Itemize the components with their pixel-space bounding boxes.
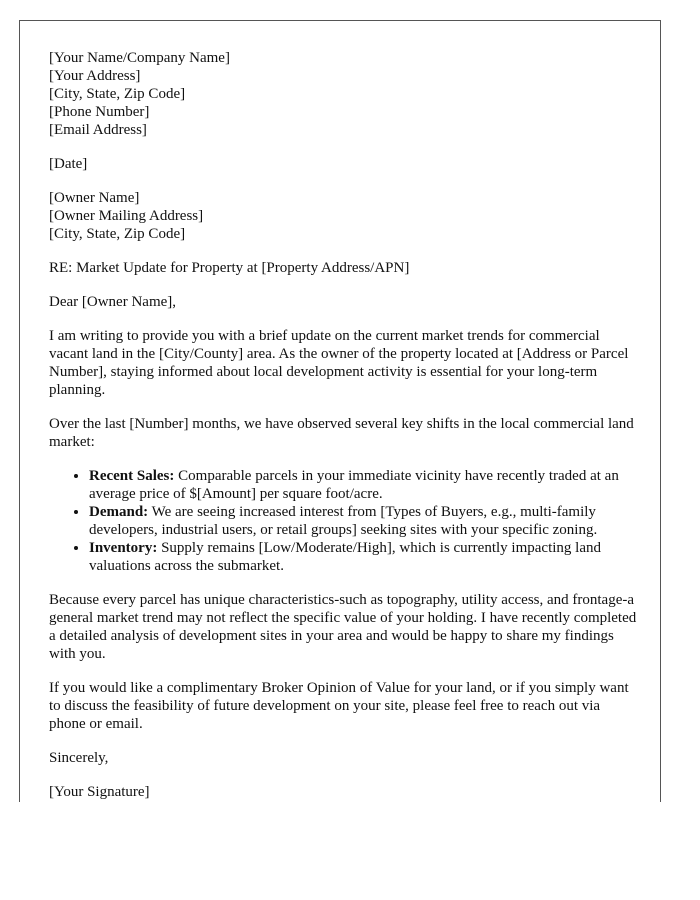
observations-paragraph: Over the last [Number] months, we have observed several key shifts in the local commercial land market:	[49, 416, 634, 450]
letter-content	[49, 49, 639, 802]
recipient-mailing-address: [Owner Mailing Address]	[49, 208, 204, 224]
list-item	[89, 467, 639, 503]
sender-email: [Email Address]	[49, 122, 147, 138]
bullet-text: Comparable parcels in your immediate vicinity have recently traded at an average price of $[Amount] per square foot/acre.	[89, 468, 619, 502]
subject-line: RE: Market Update for Property at [Property Address/APN]	[49, 260, 410, 276]
offer-paragraph: If you would like a complimentary Broker Opinion of Value for your land, or if you simply want to discuss the feasibility of future development on your site, please feel free to reach out via phone or email.	[49, 680, 629, 732]
recipient-block	[49, 189, 639, 243]
bullet-label: Demand:	[89, 504, 149, 520]
list-item	[89, 503, 639, 539]
signature: [Your Signature]	[49, 784, 150, 800]
sender-city-state-zip: [City, State, Zip Code]	[49, 86, 186, 102]
recipient-city-state-zip: [City, State, Zip Code]	[49, 226, 186, 242]
closing: Sincerely,	[49, 750, 109, 766]
list-item	[89, 539, 639, 575]
date-block	[49, 155, 639, 173]
letter-date: [Date]	[49, 156, 88, 172]
analysis-paragraph: Because every parcel has unique characteristics-such as topography, utility access, and frontage-a general market trend may not reflect the specific value of your holding. I have recently completed a detailed analysis of development sites in your area and would be happy to share my findings with you.	[49, 592, 637, 662]
bullet-text: We are seeing increased interest from [Types of Buyers, e.g., multi-family developers, industrial users, or retail groups] seeking sites with your specific zoning.	[89, 504, 598, 538]
intro-paragraph: I am writing to provide you with a brief update on the current market trends for commercial vacant land in the [City/County] area. As the owner of the property located at [Address or Parcel Number], staying informed about local development activity is essential for your long-term planning.	[49, 328, 629, 398]
sender-address: [Your Address]	[49, 68, 141, 84]
bullet-label: Recent Sales:	[89, 468, 175, 484]
recipient-name: [Owner Name]	[49, 190, 140, 206]
letter-page	[19, 20, 661, 802]
bullet-label: Inventory:	[89, 540, 158, 556]
salutation: Dear [Owner Name],	[49, 294, 177, 310]
sender-block	[49, 49, 639, 139]
market-shifts-list	[49, 467, 639, 575]
sender-name: [Your Name/Company Name]	[49, 50, 230, 66]
sender-phone: [Phone Number]	[49, 104, 150, 120]
bullet-text: Supply remains [Low/Moderate/High], which is currently impacting land valuations across the submarket.	[89, 540, 601, 574]
